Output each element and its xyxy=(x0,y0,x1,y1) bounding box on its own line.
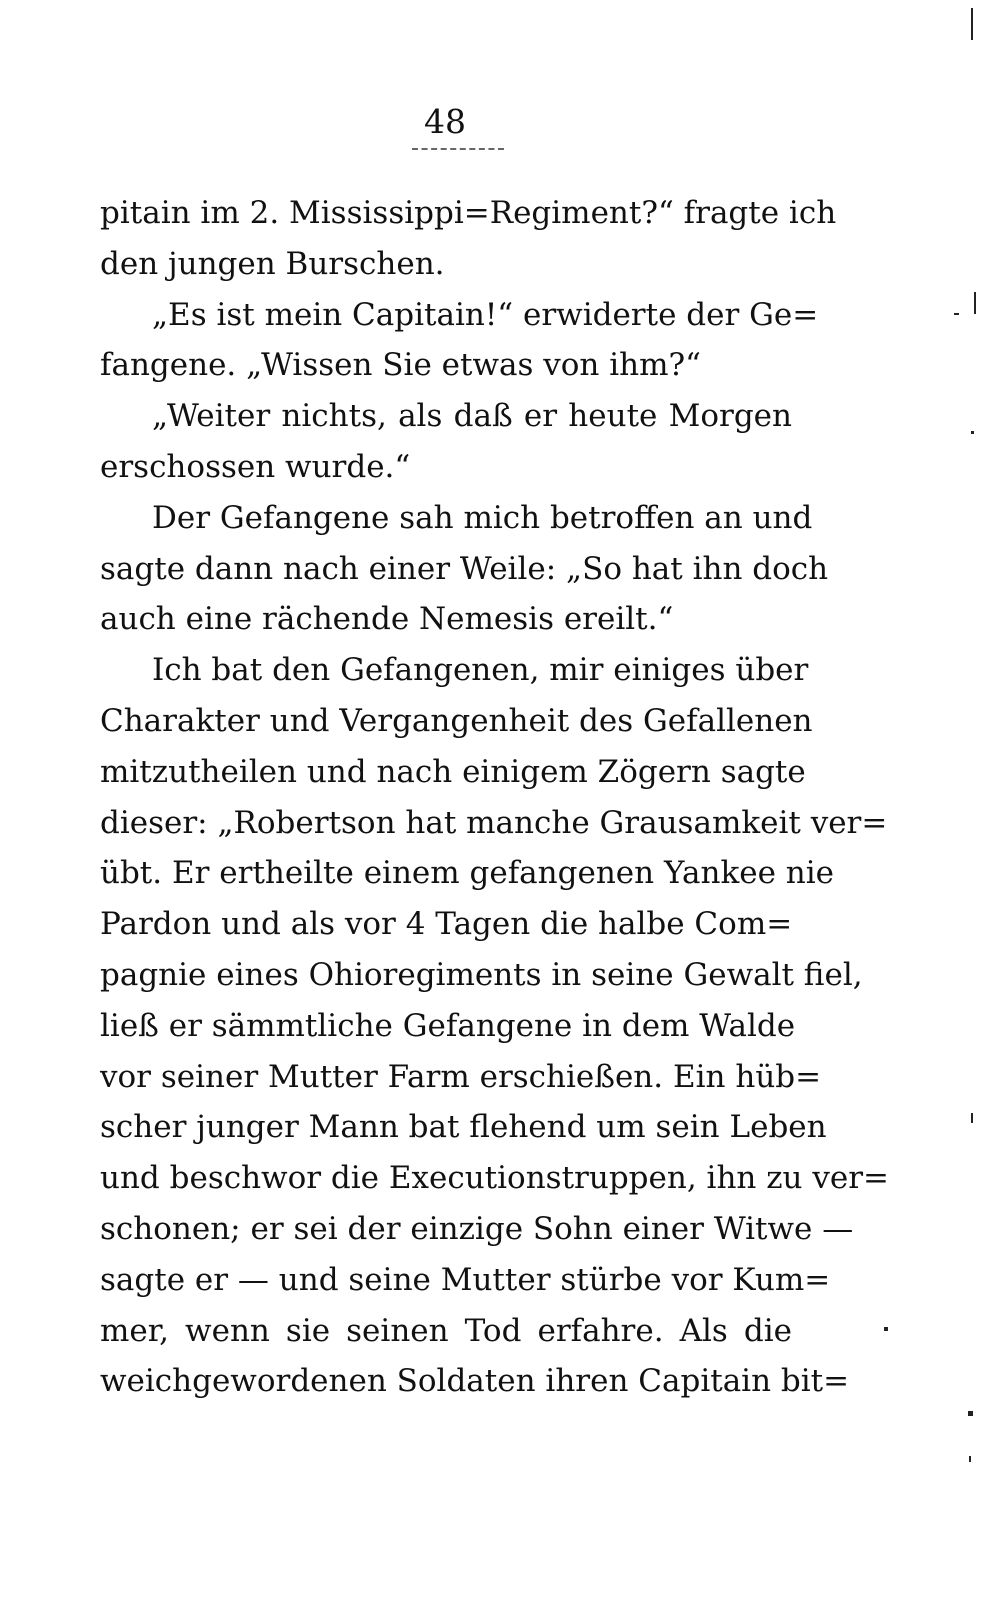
page-number: 48 xyxy=(424,102,466,141)
text-line: sagte dann nach einer Weile: „So hat ihn doch xyxy=(100,550,829,587)
scan-edge-mark xyxy=(968,1411,973,1416)
scan-edge-mark xyxy=(974,292,976,314)
text-line: vor seiner Mutter Farm erschießen. Ein hüb= xyxy=(100,1058,822,1095)
text-line: übt. Er ertheilte einem gefangenen Yankee nie xyxy=(100,855,835,892)
page-number-rule xyxy=(412,148,504,150)
text-line: sagte er — und seine Mutter stürbe vor Kum= xyxy=(100,1261,831,1298)
scan-edge-mark xyxy=(969,1456,971,1462)
text-line: pitain im 2. Mississippi=Regiment?“ fragte ich xyxy=(100,195,837,231)
text-line: den jungen Burschen. xyxy=(100,245,445,282)
body-text xyxy=(100,188,890,1407)
text-line: ließ er sämmtliche Gefangene in dem Walde xyxy=(100,1007,796,1044)
text-line: weichgewordenen Soldaten ihren Capitain bit= xyxy=(100,1363,850,1400)
text-line: „Es ist mein Capitain!“ erwiderte der Ge= xyxy=(152,296,819,333)
text-line: pagnie eines Ohioregiments in seine Gewalt fiel, xyxy=(100,956,863,993)
text-line: scher junger Mann bat flehend um sein Leben xyxy=(100,1109,827,1146)
text-line: dieser: „Robertson hat manche Grausamkeit ver= xyxy=(100,804,888,841)
text-line: schonen; er sei der einzige Sohn einer Witwe — xyxy=(100,1210,854,1247)
text-line: fangene. „Wissen Sie etwas von ihm?“ xyxy=(100,347,701,384)
text-line: auch eine rächende Nemesis ereilt.“ xyxy=(100,601,674,638)
text-line: erschossen wurde.“ xyxy=(100,448,411,485)
text-line: Charakter und Vergangenheit des Gefallenen xyxy=(100,702,813,739)
text-line: Der Gefangene sah mich betroffen an und xyxy=(152,499,813,536)
scan-edge-mark xyxy=(971,431,974,434)
scan-edge-mark xyxy=(954,313,959,315)
scan-edge-mark xyxy=(971,1113,973,1123)
text-line: und beschwor die Executionstruppen, ihn zu ver= xyxy=(100,1160,890,1197)
text-line: mer, wenn sie seinen Tod erfahre. Als die xyxy=(100,1312,792,1349)
text-line: mitzutheilen und nach einigem Zögern sagte xyxy=(100,753,806,790)
text-line: „Weiter nichts, als daß er heute Morgen xyxy=(152,398,792,435)
text-line: Ich bat den Gefangenen, mir einiges über xyxy=(152,652,809,689)
scan-edge-mark xyxy=(971,8,973,40)
text-line: Pardon und als vor 4 Tagen die halbe Com= xyxy=(100,906,793,943)
scan-edge-mark xyxy=(884,1327,888,1331)
